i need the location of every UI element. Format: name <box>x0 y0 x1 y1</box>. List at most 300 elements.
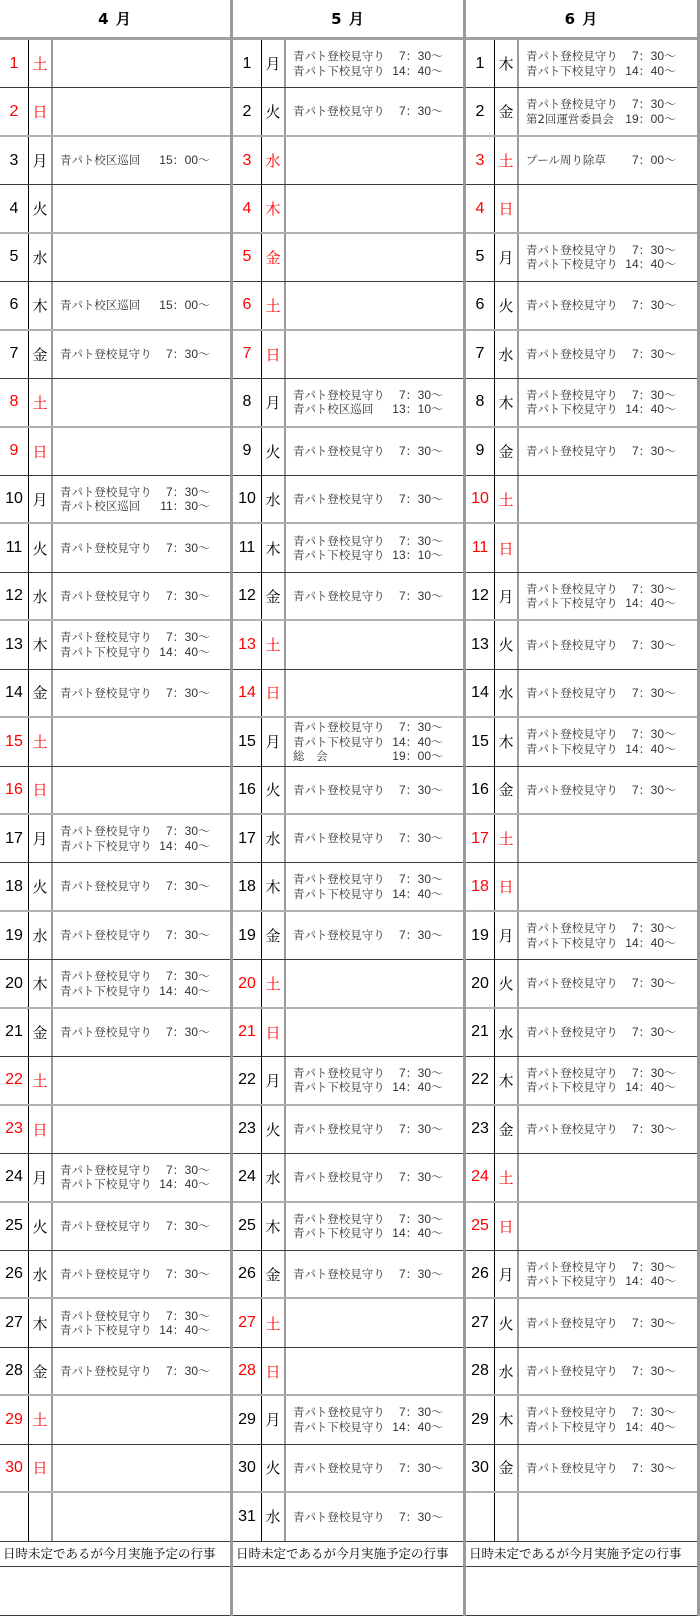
event-label: 青パト登校見守り <box>60 969 152 984</box>
day-row <box>233 1493 463 1541</box>
weekday: 木 <box>495 1396 519 1443</box>
event-time: 7：30～ <box>631 1315 676 1330</box>
day-row <box>466 88 697 136</box>
day-number: 9 <box>233 428 262 475</box>
event-item <box>526 1080 676 1095</box>
day-row <box>466 379 697 427</box>
event-time: 7：30～ <box>631 1460 676 1475</box>
event-time: 14：40～ <box>625 1080 676 1095</box>
event-label: 青パト登校見守り <box>293 928 385 943</box>
events-cell <box>519 718 697 765</box>
month-column-april <box>0 0 233 1616</box>
month-column-may <box>233 0 466 1616</box>
events-cell <box>519 912 697 959</box>
undetermined-events-label: 日時未定であるが今月実施予定の行事 <box>0 1542 230 1567</box>
events-cell <box>53 88 230 134</box>
event-time: 14：40～ <box>392 1080 443 1095</box>
day-number: 24 <box>0 1154 29 1200</box>
weekday: 水 <box>495 1009 519 1056</box>
day-number: 5 <box>233 234 262 281</box>
weekday: 土 <box>262 1299 286 1346</box>
events-cell <box>519 379 697 425</box>
event-item <box>293 783 443 798</box>
event-item <box>526 1420 676 1435</box>
events-cell <box>286 767 463 813</box>
weekday: 土 <box>29 1396 53 1443</box>
weekday: 水 <box>29 912 53 959</box>
event-time: 19：00～ <box>625 111 676 126</box>
weekday: 金 <box>29 1009 53 1056</box>
weekday: 日 <box>495 1203 519 1250</box>
day-number: 28 <box>233 1348 262 1394</box>
event-label: 青パト登校見守り <box>293 1266 385 1281</box>
event-label: 青パト登校見守り <box>293 491 385 506</box>
day-number: 1 <box>233 40 262 87</box>
day-row <box>0 1445 230 1493</box>
day-number: 21 <box>0 1009 29 1056</box>
day-row <box>466 1106 697 1154</box>
day-number: 30 <box>0 1445 29 1491</box>
event-time: 14：40～ <box>625 596 676 611</box>
event-item <box>60 589 210 604</box>
events-cell <box>519 1057 697 1103</box>
event-time: 7：00～ <box>631 153 676 168</box>
day-number: 28 <box>0 1348 29 1394</box>
event-label: 青パト登校見守り <box>293 1509 385 1524</box>
day-number: 19 <box>466 912 495 959</box>
event-time: 7：30～ <box>165 1025 210 1040</box>
event-label: 青パト登校見守り <box>526 49 618 64</box>
event-time: 7：30～ <box>631 49 676 64</box>
event-time: 7：30～ <box>631 976 676 991</box>
day-row <box>0 524 230 572</box>
event-label: 青パト登校見守り <box>293 1122 385 1137</box>
weekday: 月 <box>262 379 286 425</box>
month-header: 6 月 <box>466 0 697 40</box>
weekday <box>495 1493 519 1540</box>
day-row <box>0 863 230 911</box>
events-cell <box>53 960 230 1006</box>
event-item <box>526 347 676 362</box>
event-label: 青パト登校見守り <box>60 1025 152 1040</box>
event-label: 青パト下校見守り <box>293 1419 385 1434</box>
weekday: 土 <box>29 1057 53 1103</box>
events-cell <box>53 1154 230 1200</box>
day-row <box>466 1251 697 1299</box>
event-time: 14：40～ <box>625 935 676 950</box>
event-item <box>526 783 676 798</box>
event-label: 青パト登校見守り <box>60 824 152 839</box>
events-cell <box>519 1106 697 1153</box>
events-cell <box>53 718 230 765</box>
event-item <box>293 1405 443 1420</box>
weekday: 日 <box>495 863 519 909</box>
events-cell <box>53 767 230 813</box>
event-label: 青パト登校見守り <box>60 1266 152 1281</box>
event-label: 青パト登校見守り <box>526 782 618 797</box>
event-time: 7：30～ <box>631 921 676 936</box>
weekday: 土 <box>29 40 53 87</box>
day-row <box>0 1203 230 1251</box>
event-label: 青パト登校見守り <box>293 443 385 458</box>
event-item <box>526 402 676 417</box>
event-time: 7：30～ <box>631 1405 676 1420</box>
event-time: 7：30～ <box>165 685 210 700</box>
events-cell <box>53 670 230 716</box>
event-time: 7：30～ <box>165 928 210 943</box>
event-label: 青パト登校見守り <box>293 831 385 846</box>
event-item <box>293 388 443 403</box>
weekday: 木 <box>29 621 53 668</box>
day-row <box>233 88 463 136</box>
weekday: 木 <box>495 1057 519 1103</box>
event-item <box>526 388 676 403</box>
weekday: 木 <box>495 40 519 87</box>
day-number: 8 <box>233 379 262 425</box>
event-time: 7：30～ <box>398 387 443 402</box>
weekday: 日 <box>29 88 53 134</box>
events-cell <box>286 670 463 716</box>
events-cell <box>53 573 230 619</box>
event-time: 7：30～ <box>631 1122 676 1137</box>
weekday: 日 <box>262 1348 286 1394</box>
events-cell <box>286 863 463 909</box>
day-number: 16 <box>0 767 29 813</box>
day-number: 6 <box>466 282 495 328</box>
event-item <box>526 243 676 258</box>
day-number: 19 <box>0 912 29 959</box>
events-cell <box>53 476 230 522</box>
event-label: 青パト登校見守り <box>60 685 152 700</box>
events-cell <box>519 960 697 1006</box>
event-time: 7：30～ <box>398 720 443 735</box>
event-time: 14：40～ <box>625 1274 676 1289</box>
events-cell <box>53 912 230 959</box>
day-number: 4 <box>0 185 29 231</box>
event-time: 19：00～ <box>392 749 443 764</box>
event-label: 青パト登校見守り <box>60 540 152 555</box>
event-label: 青パト登校見守り <box>526 1122 618 1137</box>
weekday: 月 <box>262 1057 286 1103</box>
day-row <box>233 912 463 960</box>
day-number: 1 <box>466 40 495 87</box>
event-label: 青パト下校見守り <box>60 838 152 853</box>
day-number: 13 <box>0 621 29 668</box>
day-row <box>466 1057 697 1105</box>
event-time: 7：30～ <box>165 1218 210 1233</box>
events-cell <box>286 1106 463 1153</box>
events-cell <box>53 137 230 184</box>
weekday: 土 <box>495 1154 519 1200</box>
day-number: 25 <box>233 1203 262 1250</box>
event-item <box>60 153 210 168</box>
events-cell <box>519 1251 697 1297</box>
undetermined-events-cell <box>0 1567 230 1616</box>
event-time: 14：40～ <box>392 1226 443 1241</box>
events-cell <box>286 379 463 425</box>
day-row <box>0 815 230 863</box>
event-time: 14：40～ <box>392 1419 443 1434</box>
events-cell <box>286 1203 463 1250</box>
events-cell <box>519 621 697 668</box>
day-number: 3 <box>0 137 29 184</box>
weekday: 土 <box>29 379 53 425</box>
event-time: 7：30～ <box>631 1025 676 1040</box>
events-cell <box>286 1396 463 1443</box>
event-item <box>293 1267 443 1282</box>
weekday: 金 <box>262 573 286 619</box>
event-time: 7：30～ <box>631 347 676 362</box>
events-cell <box>286 1009 463 1056</box>
event-item <box>293 402 443 417</box>
weekday: 月 <box>495 1251 519 1297</box>
day-number: 2 <box>0 88 29 134</box>
day-row <box>233 137 463 185</box>
day-row <box>233 1299 463 1347</box>
event-label: 青パト登校見守り <box>293 1460 385 1475</box>
events-cell <box>519 234 697 281</box>
events-cell <box>519 815 697 862</box>
day-row <box>0 912 230 960</box>
day-number: 14 <box>233 670 262 716</box>
day-number: 2 <box>233 88 262 134</box>
day-number: 29 <box>466 1396 495 1443</box>
event-label: 青パト下校見守り <box>60 983 152 998</box>
event-label: 青パト登校見守り <box>60 347 152 362</box>
event-item <box>60 1267 210 1282</box>
day-number: 20 <box>233 960 262 1006</box>
day-number: 29 <box>233 1396 262 1443</box>
event-time: 7：30～ <box>631 727 676 742</box>
event-time: 7：30～ <box>165 1363 210 1378</box>
day-row <box>233 621 463 669</box>
events-cell <box>286 1251 463 1297</box>
undetermined-events-label: 日時未定であるが今月実施予定の行事 <box>466 1542 697 1567</box>
event-item <box>293 1226 443 1241</box>
event-time: 7：30～ <box>398 1211 443 1226</box>
event-item <box>526 1122 676 1137</box>
event-label: 青パト下校見守り <box>293 1226 385 1241</box>
event-label: 青パト下校見守り <box>526 741 618 756</box>
event-item <box>60 347 210 362</box>
event-label: 青パト登校見守り <box>60 1218 152 1233</box>
day-row <box>0 1299 230 1347</box>
events-cell <box>519 476 697 522</box>
event-label: 青パト登校見守り <box>293 872 385 887</box>
event-time: 7：30～ <box>631 443 676 458</box>
weekday: 日 <box>262 1009 286 1056</box>
day-number: 26 <box>0 1251 29 1297</box>
event-label: 青パト下校見守り <box>293 886 385 901</box>
event-label: 青パト登校見守り <box>60 1162 152 1177</box>
event-time: 13：10～ <box>392 402 443 417</box>
day-number: 6 <box>0 282 29 328</box>
events-cell <box>519 670 697 716</box>
event-label: 青パト登校見守り <box>293 588 385 603</box>
event-time: 15：00～ <box>159 153 210 168</box>
day-number: 23 <box>466 1106 495 1153</box>
day-number: 3 <box>233 137 262 184</box>
event-time: 7：30～ <box>631 1259 676 1274</box>
undetermined-events-label: 日時未定であるが今月実施予定の行事 <box>233 1542 463 1567</box>
event-label: 青パト登校見守り <box>293 1170 385 1185</box>
weekday: 水 <box>262 1493 286 1540</box>
event-time: 7：30～ <box>165 630 210 645</box>
day-number: 30 <box>466 1445 495 1491</box>
event-label: 青パト登校見守り <box>526 921 618 936</box>
day-number: 5 <box>466 234 495 281</box>
event-time: 7：30～ <box>165 879 210 894</box>
event-time: 7：30～ <box>398 872 443 887</box>
weekday: 日 <box>29 1445 53 1491</box>
weekday: 水 <box>495 670 519 716</box>
event-time: 14：40～ <box>625 741 676 756</box>
event-item <box>293 1170 443 1185</box>
event-time: 7：30～ <box>398 1405 443 1420</box>
event-label: 青パト下校見守り <box>293 734 385 749</box>
event-time: 7：30～ <box>398 49 443 64</box>
day-number: 11 <box>233 524 262 571</box>
day-row <box>0 1009 230 1057</box>
day-row <box>233 573 463 621</box>
event-item <box>526 976 676 991</box>
event-label: プール周り除草 <box>526 153 606 168</box>
day-number: 21 <box>466 1009 495 1056</box>
events-cell <box>53 1493 230 1540</box>
day-row <box>0 1348 230 1396</box>
day-row <box>466 1009 697 1057</box>
events-cell <box>286 1445 463 1491</box>
event-label: 青パト校区巡回 <box>60 499 141 514</box>
events-cell <box>519 331 697 378</box>
event-time: 7：30～ <box>398 1266 443 1281</box>
event-item <box>526 1316 676 1331</box>
events-cell <box>53 40 230 87</box>
weekday: 金 <box>495 767 519 813</box>
events-cell <box>53 1348 230 1394</box>
day-row <box>466 863 697 911</box>
day-number: 22 <box>466 1057 495 1103</box>
event-item <box>293 831 443 846</box>
event-item <box>526 49 676 64</box>
day-number: 10 <box>0 476 29 522</box>
event-time: 7：30～ <box>165 347 210 362</box>
events-cell <box>286 282 463 328</box>
events-cell <box>286 1299 463 1346</box>
day-row <box>233 1251 463 1299</box>
event-label: 青パト登校見守り <box>60 1363 152 1378</box>
day-number: 9 <box>0 428 29 475</box>
event-item <box>60 969 210 984</box>
event-item <box>526 936 676 951</box>
events-cell <box>519 40 697 87</box>
weekday: 土 <box>29 718 53 765</box>
event-item <box>526 1274 676 1289</box>
event-label: 青パト登校見守り <box>526 685 618 700</box>
event-time: 7：30～ <box>631 637 676 652</box>
event-time: 14：40～ <box>625 402 676 417</box>
event-label: 青パト下校見守り <box>526 63 618 78</box>
day-row <box>466 573 697 621</box>
event-time: 7：30～ <box>398 443 443 458</box>
weekday: 火 <box>262 428 286 475</box>
weekday: 金 <box>495 428 519 475</box>
events-cell <box>53 1203 230 1250</box>
day-row <box>466 912 697 960</box>
day-number: 7 <box>0 331 29 378</box>
event-item <box>293 1080 443 1095</box>
day-row <box>233 1348 463 1396</box>
weekday: 木 <box>29 1299 53 1346</box>
event-item <box>526 1461 676 1476</box>
event-time: 11：30～ <box>160 499 210 514</box>
day-row <box>233 524 463 572</box>
weekday: 水 <box>495 331 519 378</box>
event-time: 7：30～ <box>398 928 443 943</box>
weekday: 木 <box>495 718 519 765</box>
day-row <box>0 767 230 815</box>
event-time: 7：30～ <box>631 782 676 797</box>
event-time: 7：30～ <box>631 298 676 313</box>
event-label: 青パト登校見守り <box>293 720 385 735</box>
event-time: 14：40～ <box>625 1419 676 1434</box>
event-time: 7：30～ <box>398 1065 443 1080</box>
day-row <box>466 1203 697 1251</box>
events-cell <box>286 428 463 475</box>
event-item <box>526 257 676 272</box>
event-time: 7：30～ <box>398 1122 443 1137</box>
day-number: 31 <box>233 1493 262 1540</box>
weekday: 日 <box>29 767 53 813</box>
events-cell <box>519 88 697 134</box>
day-row <box>0 331 230 379</box>
day-row <box>466 476 697 524</box>
event-label: 青パト校区巡回 <box>60 298 141 313</box>
events-cell <box>53 185 230 231</box>
day-number: 6 <box>233 282 262 328</box>
event-item <box>526 153 676 168</box>
event-label: 青パト登校見守り <box>293 49 385 64</box>
weekday: 火 <box>495 282 519 328</box>
event-time: 7：30～ <box>398 533 443 548</box>
event-time: 7：30～ <box>165 824 210 839</box>
day-number: 10 <box>233 476 262 522</box>
day-row <box>0 573 230 621</box>
day-row <box>233 1203 463 1251</box>
weekday: 水 <box>262 815 286 862</box>
weekday: 木 <box>29 960 53 1006</box>
day-number: 7 <box>466 331 495 378</box>
event-item <box>60 1309 210 1324</box>
event-item <box>526 97 676 112</box>
day-row <box>233 718 463 766</box>
event-label: 青パト下校見守り <box>526 257 618 272</box>
event-item <box>293 104 443 119</box>
event-label: 青パト下校見守り <box>526 1419 618 1434</box>
event-item <box>293 749 443 764</box>
weekday: 月 <box>262 40 286 87</box>
undetermined-events-cell <box>466 1567 697 1616</box>
day-number: 23 <box>233 1106 262 1153</box>
events-cell <box>53 1396 230 1443</box>
event-label: 青パト下校見守り <box>526 596 618 611</box>
event-item <box>526 1066 676 1081</box>
weekday: 日 <box>29 1106 53 1153</box>
day-row <box>0 282 230 330</box>
day-row <box>233 1106 463 1154</box>
day-number: 15 <box>233 718 262 765</box>
event-label: 青パト下校見守り <box>526 1274 618 1289</box>
